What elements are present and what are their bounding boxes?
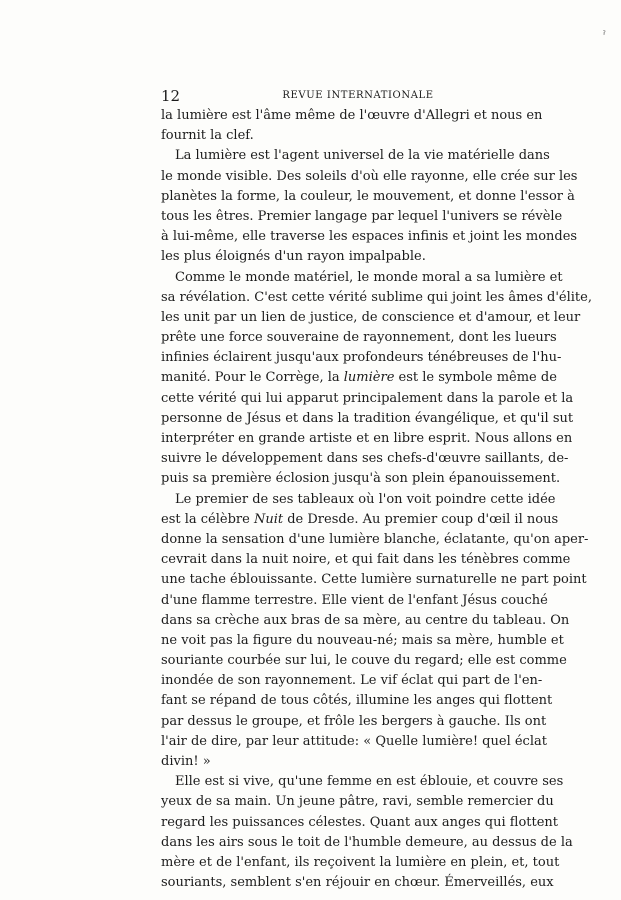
- text-line: interpréter en grande artiste et en libre esprit. Nous allons en: [161, 431, 573, 446]
- text-line: regard les puissances célestes. Quant aux anges qui flottent: [161, 814, 559, 830]
- text-line: souriante courbée sur lui, le couve du regard; elle est comme: [161, 653, 567, 669]
- text-line: les plus éloignés d'un rayon impalpable.: [161, 249, 426, 265]
- text-segment: est la célèbre: [161, 511, 254, 527]
- corner-mark: ˀ: [603, 30, 606, 41]
- text-line: [161, 368, 557, 388]
- text-line: les unit par un lien de justice, de conscience et d'amour, et leur: [161, 309, 581, 325]
- body-text: [161, 106, 592, 893]
- text-segment: est le symbole même de: [394, 370, 557, 386]
- text-line: le monde visible. Des soleils d'où elle rayonne, elle crée sur les: [161, 168, 578, 184]
- text-line: mère et de l'enfant, ils reçoivent la lumière en plein, et, tout: [161, 854, 560, 870]
- text-segment: manité. Pour le Corrège, la: [161, 370, 344, 386]
- text-line: tous les êtres. Premier langage par lequel l'univers se révèle: [161, 208, 563, 224]
- text-line: cevrait dans la nuit noire, et qui fait dans les ténèbres comme: [161, 552, 571, 568]
- page-number: 12: [161, 87, 181, 105]
- text-line: divin! »: [161, 754, 211, 769]
- text-line: personne de Jésus et dans la tradition évangélique, et qu'il sut: [161, 410, 574, 426]
- text-line: La lumière est l'agent universel de la vie matérielle dans: [175, 148, 550, 164]
- text-line: souriants, semblent s'en réjouir en chœur. Émerveillés, eux: [161, 875, 554, 891]
- text-line: suivre le développement dans ses chefs-d'œuvre saillants, de-: [161, 451, 569, 467]
- text-line: prête une force souveraine de rayonnement, dont les lueurs: [161, 330, 557, 346]
- text-line: à lui-même, elle traverse les espaces infinis et joint les mondes: [161, 229, 578, 245]
- text-line: une tache éblouissante. Cette lumière surnaturelle ne part point: [161, 572, 587, 588]
- text-segment: de Dresde. Au premier coup d'œil il nous: [283, 511, 559, 527]
- text-line: yeux de sa main. Un jeune pâtre, ravi, semble remercier du: [161, 794, 554, 810]
- text-line: puis sa première éclosion jusqu'à son plein épanouissement.: [161, 471, 561, 487]
- text-line: ne voit pas la figure du nouveau-né; mais sa mère, humble et: [161, 632, 564, 648]
- italic-word: lumière: [343, 370, 395, 386]
- text-line: cette vérité qui lui apparut principalement dans la parole et la: [161, 390, 574, 406]
- text-line: Le premier de ses tableaux où l'on voit poindre cette idée: [175, 491, 556, 507]
- text-line: [161, 510, 559, 530]
- text-line: inondée de son rayonnement. Le vif éclat qui part de l'en-: [161, 673, 543, 689]
- running-title: REVUE INTERNATIONALE: [282, 90, 434, 101]
- text-line: sa révélation. C'est cette vérité sublime qui joint les âmes d'élite,: [161, 289, 592, 305]
- text-line: donne la sensation d'une lumière blanche, éclatante, qu'on aper-: [161, 531, 589, 547]
- text-line: Elle est si vive, qu'une femme en est éblouie, et couvre ses: [175, 774, 564, 790]
- text-line: d'une flamme terrestre. Elle vient de l'enfant Jésus couché: [161, 592, 548, 608]
- italic-word: Nuit: [253, 511, 284, 527]
- text-line: par dessus le groupe, et frôle les bergers à gauche. Ils ont: [161, 713, 547, 729]
- text-line: planètes la forme, la couleur, le mouvement, et donne l'essor à: [161, 188, 575, 204]
- text-line: dans sa crèche aux bras de sa mère, au centre du tableau. On: [161, 612, 570, 628]
- page-header: [161, 88, 535, 104]
- text-line: fournit la clef.: [161, 128, 254, 144]
- text-line: dans les airs sous le toit de l'humble demeure, au dessus de la: [161, 834, 573, 850]
- text-line: fant se répand de tous côtés, illumine les anges qui flottent: [161, 693, 553, 709]
- text-line: infinies éclairent jusqu'aux profondeurs ténébreuses de l'hu-: [161, 350, 562, 366]
- text-line: la lumière est l'âme même de l'œuvre d'Allegri et nous en: [161, 108, 543, 123]
- text-line: Comme le monde matériel, le monde moral a sa lumière et: [175, 269, 563, 285]
- text-line: l'air de dire, par leur attitude: « Quelle lumière! quel éclat: [161, 733, 547, 749]
